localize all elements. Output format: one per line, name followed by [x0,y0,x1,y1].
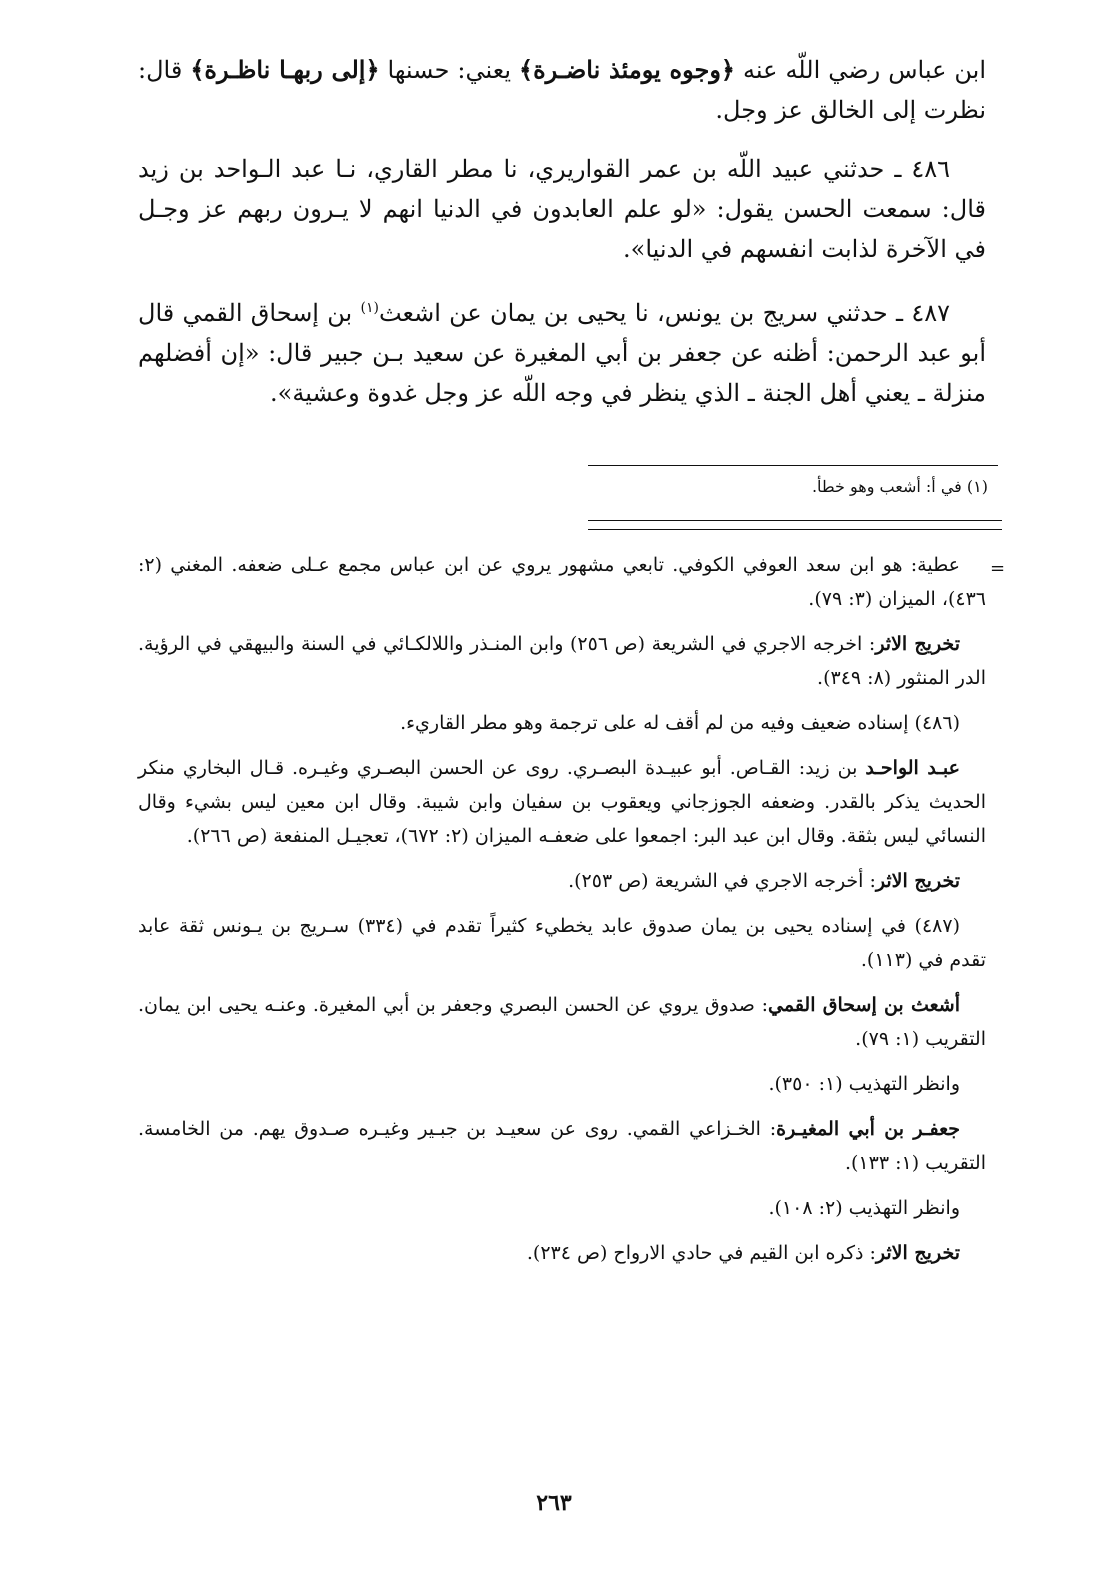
editor-notes [138,548,986,1281]
paragraph-continuation: ابن عباس رضي اللّه عنه ﴿وجوه يومئذ ناضـرة﴾ يعني: حسنها ﴿إلى ربهـا ناظـرة﴾ قال: نظرت إلى الخالق عز وجل. [138,55,987,124]
footnote: (١) في أ: أشعب وهو خطأ. [811,477,988,496]
note: جعفـر بن أبي المغيـرة: الخـزاعي القمي. روى عن سعيـد بن جبـير وغيـره صـدوق يهم. من الخامسة. التقريب (١: ١٣٣). [138,1118,986,1174]
note: (٤٨٦) إسناده ضعيف وفيه من لم أقف له على ترجمة وهو مطر القاريء. [400,712,960,734]
note: أشعث بن إسحاق القمي: صدوق يروي عن الحسن البصري وجعفر بن أبي المغيرة. وعنـه يحيى ابن يمان. التقريب (١: ٧٩). [138,994,986,1050]
quran-quote: ﴿وجوه يومئذ ناضـرة﴾ [519,55,735,84]
quran-quote: ﴿إلى ربهـا ناظـرة﴾ [190,55,380,84]
note: تخريج الاثر: اخرجه الاجري في الشريعة (ص ٢٥٦) وابن المنـذر واللالكـائي في السنة والبيهقي في الرؤية. الدر المنثور (٨: ٣٤٩). [138,633,986,689]
note: (٤٨٧) في إسناده يحيى بن يمان صدوق عابد يخطيء كثيراً تقدم في (٣٣٤) سـريج بن يـونس ثقة عابد تقدم في (١١٣). [138,915,986,971]
main-text [138,50,986,432]
note: وانظر التهذيب (٢: ١٠٨). [768,1197,960,1219]
note: تخريج الاثر: أخرجه الاجري في الشريعة (ص ٢٥٣). [568,870,960,892]
footnote-ref: (١) [360,300,379,316]
page-number: ٢٦٣ [536,1490,572,1516]
paragraph-486: ٤٨٦ ـ حدثني عبيد اللّه بن عمر القواريري، نا مطر القاري، نـا عبد الـواحد بن زيد قال: سمعت الحسن يقول: «لو علم العابدون في الدنيا انهم لا يـرون ربهم عز وجـل في الآخرة لذابت انفسهم في الدنيا». [138,155,986,263]
continuation-mark: = [990,558,1006,579]
note: وانظر التهذيب (١: ٣٥٠). [768,1073,960,1095]
note: عبـد الواحـد بن زيد: القـاص. أبو عبيـدة البصـري. روى عن الحسن البصـري وغيـره. قـال البخاري منكر الحديث يذكر بالقدر. وضعفه الجوزجاني ويعقوب بن سفيان وابن شيبة. وقال ابن معين ليس بشيء وقال النسائي ليس بثقة. وقال ابن عبد البر: اجمعوا على ضعفـه الميزان (٢: ٦٧٢)، تعجيـل المنفعة (ص ٢٦٦). [138,757,986,847]
note: تخريج الاثر: ذكره ابن القيم في حادي الارواح (ص ٢٣٤). [526,1242,960,1264]
paragraph-487: ٤٨٧ ـ حدثني سريج بن يونس، نا يحيى بن يمان عن اشعث$^{(١)}$ بن إسحاق القمي قال أبو عبد الرحمن: أظنه عن جعفر بن أبي المغيرة عن سعيد بـن جبير قال: «إن أفضلهم منزلة ـ يعني أهل الجنة ـ الذي ينظر في وجه اللّه عز وجل غدوة وعشية». [138,299,986,407]
notes-divider-top [588,520,1002,521]
footnote-divider [588,465,998,466]
notes-divider-bottom [588,529,1002,530]
note: عطية: هو ابن سعد العوفي الكوفي. تابعي مشهور يروي عن ابن عباس مجمع عـلى ضعفه. المغني (٢: ٤٣٦)، الميزان (٣: ٧٩). [138,554,986,610]
